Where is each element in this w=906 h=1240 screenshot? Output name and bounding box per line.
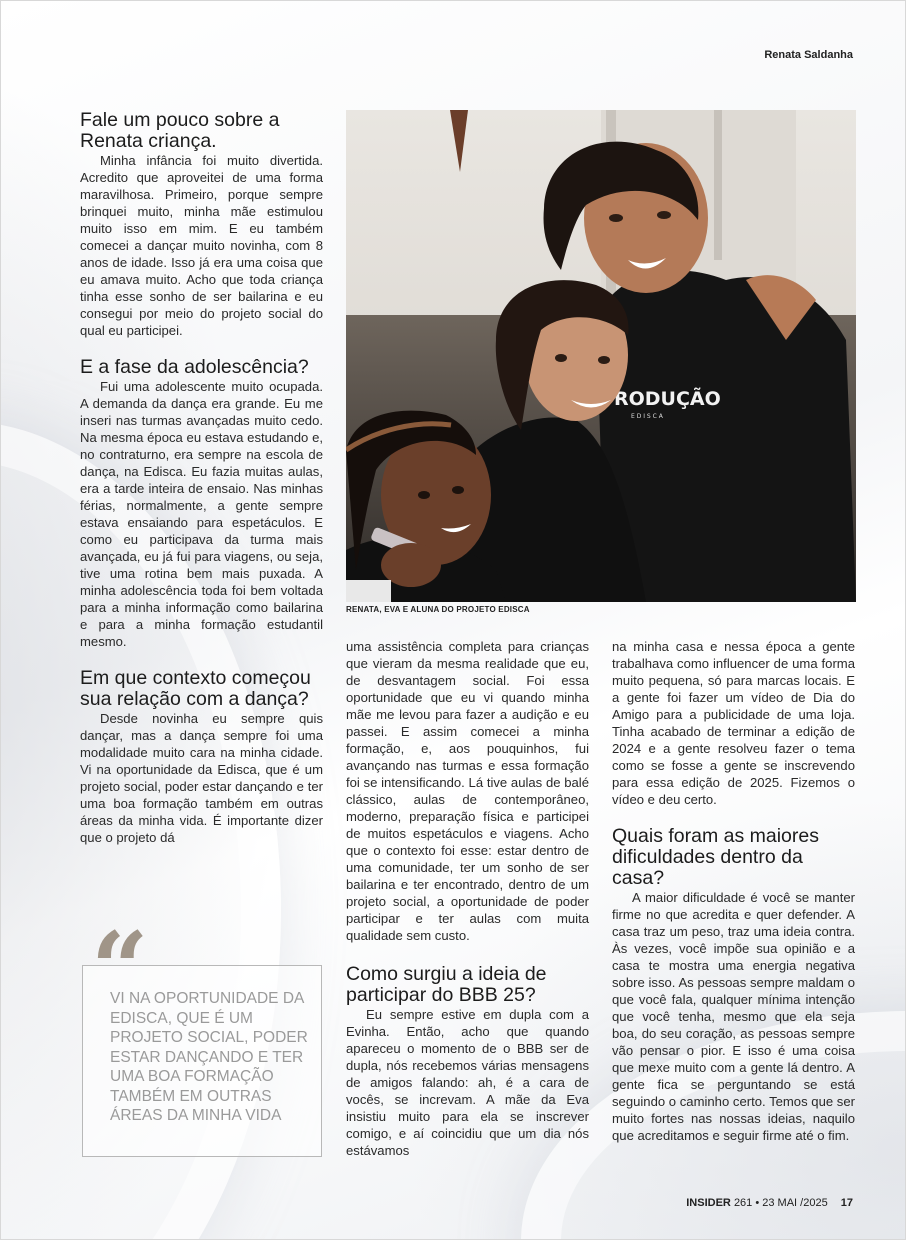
column-1 [80,110,323,846]
answer-paragraph: Minha infância foi muito divertida. Acredito que aproveitei de uma forma maravilhosa. Primeiro, porque sempre brinquei muito, minha mãe estimulou muito isso em mim. E eu também comecei a dançar muito novinha, com 8 anos de idade. Isso já era uma coisa que eu amava muito. Acho que toda criança tinha esse sonho de ser bailarina e eu consegui por meio do projeto social do qual eu participei. [80,153,323,338]
magazine-brand: INSIDER [686,1197,731,1209]
answer-paragraph: Desde novinha eu sempre quis dançar, mas a dança sempre foi uma modalidade muito cara na minha cidade. Vi na oportunidade da Edisca, que é um projeto social, poder estar dançando e ter uma boa formação também em outras áreas da minha vida. É importante dizer que o projeto dá [80,711,323,845]
question-heading: Como surgiu a ideia de participar do BBB 25? [346,963,547,1006]
question-heading: Em que contexto começou sua relação com a dança? [80,667,311,710]
author-name: Renata Saldanha [764,49,853,61]
page-footer [686,1197,853,1209]
answer-paragraph: Fui uma adolescente muito ocupada. A demanda da dança era grande. Eu me inseri nas turmas avançadas muito cedo. Na mesma época eu estava estudando e, no contraturno, era sempre na escola de dança, na Edisca. Eu fazia muitas aulas, era a tarde inteira de ensaio. Nas minhas férias, normalmente, a gente sempre estava ensaiando para espetáculos. E como eu participava da turma mais avançada, eu já fui para viagens, ou seja, tive uma rotina bem mais puxada. A minha adolescência toda foi bem voltada para a minha informação como bailarina e para a minha formação estudantil mesmo. [80,379,323,649]
page-number: 17 [840,1197,853,1209]
pull-quote-text: VI NA OPORTUNIDADE DA EDISCA, QUE É UM PROJETO SOCIAL, PODER ESTAR DANÇANDO E TER UMA BOA FORMAÇÃO TAMBÉM EM OUTRAS ÁREAS DA MINHA VIDA [110,990,308,1124]
answer-paragraph: na minha casa e nessa época a gente trabalhava como influencer de uma forma muito pequena, só para marcas locais. E a gente foi fazer um vídeo de Dia do Amigo para a publicidade de uma loja. Tinha acabado de terminar a edição de 2024 e a gente resolveu fazer o tema como se fosse a gente se inscrevendo para essa edição de 2025. Fizemos o vídeo e deu certo. [612,639,855,807]
answer-paragraph: Eu sempre estive em dupla com a Evinha. Então, acho que quando apareceu o momento de o BBB ser de dupla, nós recebemos várias mensagens de amigos falando: ah, é a cara de vocês, se increvam. A mãe da Eva insistiu muito para ela se inscrever comigo, e aí coincidiu que um dia nós estávamos [346,1007,589,1158]
shirt-logo: RODUÇÃO [614,388,721,410]
photo [346,110,856,602]
answer-paragraph: uma assistência completa para crianças que vieram da mesma realidade que eu, de desvantagem social. Foi essa oportunidade que eu vi quando minha mãe me levou para fazer a audição e eu passei. E assim comecei a minha formação, e, aos pouquinhos, fui avançando nas turmas e essa formação foi se intensificando. Lá tive aulas de balé clássico, aulas de contemporâneo, moderno, preparação física e participei de muitos espetáculos e viagens. Acho que o contexto foi esse: estar dentro de uma comunidade, ter um sonho de ser bailarina e ter encontrado, dentro de um projeto social, a oportunidade de poder participar e ter aulas com muita qualidade sem custo. [346,639,589,943]
shirt-sub: E D I S C A [631,413,663,420]
photo-caption: RENATA, EVA E ALUNA DO PROJETO EDISCA [346,605,530,614]
question-heading: E a fase da adolescência? [80,356,309,378]
quote-mark-icon: “ [91,910,149,1028]
column-2 [346,638,589,1159]
question-heading: Fale um pouco sobre a Renata criança. [80,109,280,152]
question-heading: Quais foram as maiores dificuldades dentro da casa? [612,825,819,889]
answer-paragraph: A maior dificuldade é você se manter firme no que acredita e quer defender. A casa traz um peso, traz uma ideia contra. Às vezes, você impõe sua opinião e a casa te mostra uma energia negativa sobre isso. As pessoas sempre maldam o que você fala, qualquer mínima intenção que você tenha, mesmo que ela seja boa, do seu coração, as pessoas sempre vão pensar o pior. E isso é uma coisa que mexe muito com a gente lá dentro. A gente fica se perguntando se está seguindo o caminho certo. Temos que ser muito fortes nas nossas ideias, naquilo que acreditamos e seguir firme até o fim. [612,890,855,1143]
issue-info: 261 • 23 MAI /2025 [733,1197,828,1209]
photo-illustration [346,110,856,602]
column-3 [612,638,855,1144]
